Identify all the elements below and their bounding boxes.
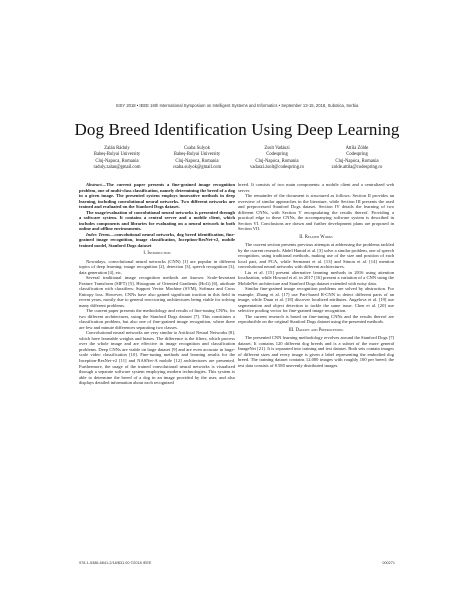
index-terms bbox=[79, 232, 235, 249]
author-email: raduly.zalan@gmail.com bbox=[93, 164, 141, 170]
author-affiliation: Codespring bbox=[346, 152, 368, 158]
index-terms-lead: Index Terms bbox=[86, 231, 110, 237]
page-footer bbox=[79, 561, 395, 565]
author-4 bbox=[318, 146, 396, 171]
author-city: Cluj-Napoca, Romania bbox=[255, 158, 299, 164]
paragraph: Nowadays, convolutional neural networks (CNN) [1] are popular in different topics of deep learning: image recognition [2], detection [3], speech recognition [3], data generation [4], etc. bbox=[79, 258, 235, 275]
abstract-text-2: The usage/evaluation of convolutional neural networks is presented through a software system. It contains a central server and a mobile client, which includes components and libraries for evaluating on a neural network in both online and offline environments. bbox=[79, 209, 235, 232]
author-city: Cluj-Napoca, Romania bbox=[335, 158, 379, 164]
author-name: Zsolt Vadászi bbox=[264, 146, 290, 151]
author-email: csaba.sulyok@gmail.com bbox=[172, 164, 222, 170]
author-affiliation: Babeș-Bolyai University bbox=[93, 152, 141, 158]
author-email: zolde.attila@codespring.ro bbox=[331, 164, 383, 170]
paragraph: The current section presents previous attempts at addressing the problems tackled by the current research. Abdel Hamid et al. [3] solve a similar problem, one of speech recognition, using traditional methods, making use of the size and position of each local part, and PCA, while Sermanet et al. [13] and Simon et al. [14] mention convolutional neural networks with different architectures. bbox=[238, 242, 394, 270]
paper-title: Dog Breed Identification Using Deep Learning bbox=[74, 120, 400, 139]
author-affiliation: Codespring bbox=[266, 152, 288, 158]
author-block bbox=[78, 146, 396, 171]
left-column bbox=[79, 182, 235, 386]
author-email: vadaszi.zsolt@codespring.ro bbox=[249, 164, 305, 170]
page-number: 000271 bbox=[382, 561, 395, 565]
author-2 bbox=[158, 146, 236, 171]
paragraph: Liu et al. [15] present alternative learning methods in 2016 using attention localization, while Howard et al. in 2017 [16] present a variation of a CNN using the MobileNet architecture and Stanford Dogs dataset extended with noisy data. bbox=[238, 269, 394, 286]
index-terms-text: —convolutional neural networks, dog breed identification, fine-grained image recognition, image classification, Inception-ResNet-v2, mobile trained model, Stanford Dogs dataset bbox=[79, 231, 235, 248]
section-heading-introduction: I. Introduction bbox=[143, 251, 171, 257]
right-column bbox=[238, 182, 394, 369]
paragraph: Convolutional neural networks are very similar to Artificial Neural Networks [8], which have learnable weights and biases. The difference is the filters, which process over the whole image and are effective in image recognition and classification problems. Deep CNNs are viable on large dataset [9] and are even accurate in large-scale video classification [10]. Fine-tuning methods and learning results for the Inception-ResNet-v2 [11] and NASNet-A mobile [12] architectures are presented. Furthermore, the usage of the trained convolutional neural networks is visualized through a separate software system employing modern technologies. This system is able to determine the breed of a dog in an image provided by the user, and also displays detailed information about each recognized bbox=[79, 330, 235, 386]
author-3 bbox=[238, 146, 316, 171]
abstract bbox=[79, 182, 235, 210]
conference-header: SISY 2018 • IEEE 16th International Symposium on Intelligent Systems and Informatics • September 13-15, 2018, Subotica, Serbia bbox=[115, 103, 359, 108]
paragraph: The remainder of the document is structured as follows: Section II provides an overview of similar approaches in the literature, while Section III presents the used and preprocessed Stanford Dogs dataset. Section IV details the learning of two different CNNs, with Section V encapsulating the results thereof. Providing a practical edge to these CNNs, the accompanying software system is described in Section VI. Conclusions are drawn and further development plans are proposed in Section VII. bbox=[238, 193, 394, 232]
author-name: Attila Zölde bbox=[345, 146, 369, 151]
section-heading-related-works: II. Related Works bbox=[299, 234, 333, 240]
paragraph: The presented CNN learning methodology revolves around the Stanford Dogs [7] dataset. It contains 120 different dog breeds and is a subset of the more general ImageNet [21]. It is separated into training and test dataset. Both sets contain images of different sizes and every image is given a label representing the embodied dog breed. The training dataset contains 12.000 images with roughly 100 per breed; the test data consists of 8.580 unevenly distributed images. bbox=[238, 335, 394, 368]
paragraph: Several traditional image recognition methods are known: Scale-Invariant Feature Transform (SIFT) [5], Histogram of Oriented Gradients (HoG) [6], attribute classification with classifiers: Support Vector Machine (SVM), Softmax and Cross Entropy loss. However, CNNs have also gained significant traction in this field in recent years, mostly due to general reoccurring architectures being viable for solving many different problems. bbox=[79, 275, 235, 308]
author-affiliation: Babeș-Bolyai University bbox=[173, 152, 221, 158]
author-1 bbox=[78, 146, 156, 171]
abstract-lead: Abstract bbox=[86, 182, 102, 187]
author-city: Cluj-Napoca, Romania bbox=[95, 158, 139, 164]
author-city: Cluj-Napoca, Romania bbox=[175, 158, 219, 164]
author-name: Csaba Sulyok bbox=[184, 146, 210, 151]
abstract-text: —The current paper presents a fine-grained image recognition problem, one of multi-class classification, namely determining the breed of a dog in a given image. The presented system employs innovative methods in deep learning, including convolutional neural networks. Two different networks are trained and evaluated on the Stanford Dogs dataset. bbox=[79, 182, 235, 210]
section-heading-dataset: III. Dataset and Preprocessing bbox=[288, 327, 344, 333]
paragraph: breed. It consists of two main components: a mobile client and a centralized web server. bbox=[238, 182, 394, 193]
paragraph: Similar fine-grained image recognition problems are solved by abstraction. For example, Zhang et al. [17] use Part-based R-CNN to detect different parts of an image, while Duan et al. [18] discover localized attributes. Angelova et al. [19] use segmentation and object detection to tackle the same issue. Chen et al. [20] use selective pooling vector for fine-grained image recognition. bbox=[238, 286, 394, 314]
copyright-line: 978-1-5386-6841-2/18/$31.00 ©2018 IEEE bbox=[79, 561, 152, 565]
paragraph: The current paper presents the methodology and results of fine-tuning CNNs, for two different architectures, using the Stanford Dogs dataset [7]. This constitutes a classification problem, but also one of fine-grained image recognition, where there are few and minute differences separating two classes. bbox=[79, 308, 235, 330]
paragraph: The current research is based on fine-tuning CNNs and the results thereof are reproducible on the original Stanford Dogs dataset using the presented methods. bbox=[238, 313, 394, 325]
author-name: Zalán Ráduly bbox=[104, 146, 130, 151]
